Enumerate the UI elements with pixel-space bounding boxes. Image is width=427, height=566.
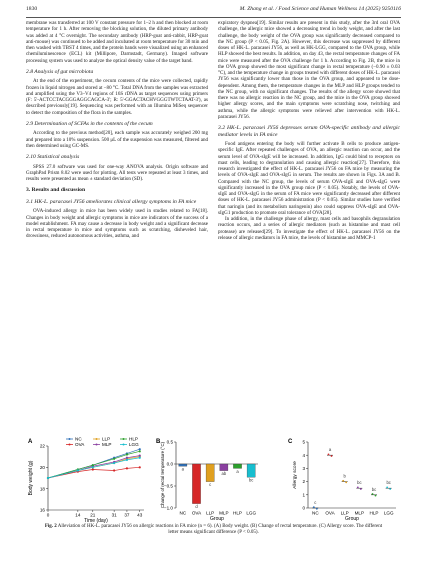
- significance-letter: b: [343, 473, 346, 479]
- y-tick-label: 20: [39, 464, 45, 470]
- significance-letter: ab: [221, 471, 227, 477]
- y-tick-label: 1: [302, 492, 305, 498]
- x-tick-label: NC: [179, 510, 187, 516]
- x-tick-label: 37: [124, 512, 130, 518]
- header-rule: [26, 17, 401, 18]
- data-point-hlp: [372, 493, 374, 495]
- significance-letter: bc: [371, 486, 377, 492]
- data-point-hlp: [113, 458, 115, 460]
- data-point-ova: [113, 469, 115, 471]
- y-tick-label: 3: [302, 466, 305, 471]
- y-axis-label: Allergy score: [293, 461, 298, 489]
- data-point-mlp: [126, 457, 128, 459]
- data-point-ova: [126, 467, 128, 469]
- data-point-lgg: [139, 457, 141, 459]
- x-tick-label: MLP: [354, 510, 365, 516]
- legend-label: HLP: [129, 436, 138, 442]
- section-heading: 2.9 Determination of SCFAs in the contents of the cecum: [26, 120, 153, 127]
- legend-marker: [69, 444, 71, 446]
- figure-svg: [26, 434, 401, 524]
- x-tick-label: 14: [75, 512, 81, 518]
- panel-label: B: [156, 439, 161, 445]
- data-point-lgg: [126, 459, 128, 461]
- x-tick-label: LGG: [246, 510, 257, 516]
- significance-letter: d: [195, 504, 198, 510]
- significance-letter: a: [328, 447, 332, 453]
- caption-text: Alleviation of HK-L. paracasei JY56 on allergic reactions in FA mice (n = 6). (A) Body weight. (B) Change of rectal temperature. (C) Allergy score. The different letter means significant difference (P < 0.05).: [57, 524, 383, 536]
- data-point-mlp: [139, 455, 141, 457]
- legend-marker: [123, 444, 125, 446]
- x-tick-label: MLP: [219, 510, 229, 516]
- y-tick-label: 4: [302, 452, 305, 458]
- data-point-lgg: [77, 469, 79, 471]
- significance-letter: c: [314, 500, 317, 505]
- paragraph: membrane was transferred at 100 V constant pressure for 1–2 h and then blocked at room temperature for 1 h. After removing the blocking solution, the diluted primary antibody was added at 4 °C overnight. The secondary antibody (HRP-goat anti-rabbit, HRP-goat anti-mouse) was continued to be added and incubated at room temperature for 30 min and then washed with TBST 4 times, and the protein bands were visualized using an enhanced chemiluminescence (ECL) kit (Millipore, Darmstadt, Germany). Imaged software processing system was used to analyze the optical density value of the target band.: [26, 20, 208, 64]
- paragraph: SPSS 27.0 software was used for one-way ANOVA analysis. Origin software and GraphPad Prism 8.02 were used for plotting. All tests were repeated at least 3 times, and results were presented as mean ± standard deviation (SD).: [26, 163, 208, 182]
- x-axis-label: Group: [345, 516, 359, 522]
- significance-letter: a: [181, 466, 185, 472]
- paragraph: Food antigens entering the body will further activate B cells to produce antigen-specific IgE. After repeated challenges of OVA, an allergic reaction can occur, and the serum level of OVA-sIgE will be increased. In addition, IgG could bind to receptors on mast cells, leading to degranulation and causing allergic reaction[27]. Therefore, this research investigated the effect of HK-L. paracasei JY56 on FA mice by measuring the levels of OVA-sIgE and OVA-sIgG in serum. The results are shown in Figs. 3A and B. Compared with the NC group, the levels of serum OVA-sIgE and OVA-sIgG were significantly increased in the OVA group mice (P < 0.05). Notably, the levels of OVA-sIgE and OVA-sIgG in the serum of FA mice were significantly decreased after different doses of HK-L. paracasei JY56 administration (P < 0.05). Similar studies have verified that naringin (and its metabolism naringenin) also could suppress OVA-sIgE and OVA-sIgG1 production to promote oral tolerance of OVA[28].: [218, 141, 400, 216]
- bar-ova: [192, 464, 200, 504]
- data-point-llp: [342, 480, 344, 482]
- x-axis-label: Time (day): [84, 518, 108, 524]
- data-point-mlp: [360, 488, 362, 490]
- legend-marker: [96, 438, 98, 440]
- data-point-hlp: [92, 464, 94, 466]
- data-point-nc: [139, 448, 141, 450]
- left-column: [26, 20, 208, 240]
- y-tick-label: 16: [39, 507, 45, 513]
- legend-label: NC: [75, 436, 82, 442]
- significance-letter: c: [209, 482, 212, 488]
- section-heading: 3.2 HK-L. paracasei JY56 depresses serum OVA-specific antibody and allergic mediator levels in FA mice: [218, 125, 400, 138]
- right-column: [218, 20, 400, 241]
- legend-label: MLP: [102, 442, 112, 448]
- paragraph: At the end of the experiment, the cecum contents of the mice were collected, rapidly frozen in liquid nitrogen and stored at −80 °C. Total DNA from the samples was extracted and amplified using the V3–V4 regions of 16S rDNA as target sequences using primers (F: 5'-ACTCCTACGGGAGGCAGCA-3'; R: 5'-GGACTACHVGGGTWTCTAAT-3'), as described previously[19]. Sequencing was performed with an Illumina MiSeq sequencer to detect the composition of the flora in the samples.: [26, 78, 208, 116]
- data-point-ova: [92, 468, 94, 470]
- x-tick-label: 31: [111, 512, 117, 518]
- x-tick-label: LLP: [340, 510, 349, 516]
- y-tick-label: 0.0: [166, 461, 173, 467]
- x-tick-label: HLP: [233, 510, 242, 516]
- bar-mlp: [220, 464, 228, 471]
- data-point-lgg: [386, 487, 388, 489]
- x-tick-label: NC: [312, 510, 319, 516]
- section-heading: 3. Results and discussion: [26, 187, 86, 194]
- y-tick-label: 2: [302, 479, 305, 485]
- section-heading: 2.10 Statistical analysis: [26, 154, 80, 160]
- x-tick-label: LGG: [383, 510, 394, 516]
- data-point-lgg: [92, 466, 94, 468]
- data-point-lgg: [113, 462, 115, 464]
- y-tick-label: 0.5: [166, 439, 173, 445]
- x-tick-label: LLP: [206, 510, 215, 516]
- y-axis-label: Change of rectal temperature (°C): [160, 441, 165, 509]
- legend-label: LGG: [129, 442, 139, 448]
- panel-label: A: [28, 439, 33, 445]
- significance-letter: bc: [386, 480, 391, 486]
- figure-caption: [40, 524, 387, 536]
- legend-label: OVA: [75, 442, 85, 448]
- journal-reference: M. Zhang et al. / Food Science and Human Wellness 14 (2025) 9250116: [239, 6, 401, 12]
- section-heading: 3.1 HK-L. paracasei JY56 ameliorates clinical allergy symptoms in FA mice: [26, 198, 197, 205]
- y-axis-label: Body weight (g): [28, 460, 34, 496]
- data-point-hlp: [126, 453, 128, 455]
- paragraph: According to the previous method[20], each sample was accurately weighed 200 mg and prepared into a 10% suspension. 500 μL of the suspension was measured, filtered and then determined using GC-MS.: [26, 130, 208, 149]
- figure-2: [26, 434, 401, 524]
- y-tick-label: −0.5: [163, 483, 173, 489]
- paragraph: OVA-induced allergy in mice has been widely used in studies related to FA[18]. Changes in body weight and allergic symptoms in mice are indicators of the success of a model establishment. FA may cause a decrease in body weight and a significant decrease in rectal temperature in mice and symptoms such as scratching, disheveled hair, drowsiness, reduced autonomous activities, asthma, and: [26, 208, 208, 240]
- x-tick-label: 43: [137, 512, 143, 518]
- data-point-ova: [328, 454, 330, 456]
- significance-letter: bc: [248, 477, 254, 483]
- y-tick-label: 18: [39, 486, 45, 492]
- series-line-hlp: [48, 451, 140, 478]
- data-point-nc: [316, 508, 318, 510]
- x-tick-label: 21: [90, 512, 96, 518]
- y-tick-label: 5: [302, 439, 305, 445]
- bar-hlp: [233, 464, 241, 468]
- legend-marker: [96, 444, 98, 446]
- data-point-llp: [345, 482, 347, 484]
- paragraph: expiratory dyspnea[19]. Similar results are present in this study, after the 3rd oral OVA challenge, the allergic mice showed a decreasing trend in body weight, and after the last challenge, the body weight of the OVA group was significantly decreased compared to the NC group (P < 0.05, Fig. 2A). However, this decrease was suppressed by different doses of HK-L. paracasei JY56, as well as HK-LGG, compared to the OVA group, while HLP showed the best results. In addition, on day 43, the rectal temperature changes of FA mice were measured after the OVA challenge for 1 h. According to Fig. 2B, the mice in the OVA group showed the most significant change in rectal temperature (−0.90 ± 0.03 °C), and the temperature change in groups treated with different doses of HK-L. paracasei JY56 was significantly lower than those in the OVA group, and appeared to be dose-dependent. Among them, the temperature changes in the MLP and HLP groups tended to the NC group, with no significant changes. The results of the allergy score showed that there was no allergic reaction in the NC group, and the mice in the OVA group showed higher allergy scores, and the main symptoms were scratching nose, twitching and asthma, while the allergic symptoms were relieved after intervention with HK-L. paracasei JY56.: [218, 20, 400, 120]
- caption-label: Fig. 2: [44, 524, 57, 529]
- significance-letter: bc: [357, 480, 362, 486]
- y-tick-label: 0: [302, 505, 305, 511]
- data-point-ova: [139, 466, 141, 468]
- panel-label: C: [288, 439, 293, 445]
- x-axis-label: Group: [210, 516, 224, 522]
- data-point-ova: [331, 455, 333, 457]
- legend-label: LLP: [102, 436, 111, 442]
- data-point-hlp: [375, 495, 377, 497]
- bar-lgg: [247, 464, 255, 477]
- x-tick-label: OVA: [325, 510, 335, 516]
- significance-letter: a: [236, 468, 239, 474]
- page-header: [26, 6, 401, 16]
- x-tick-label: 0: [46, 512, 50, 518]
- y-tick-label: −1.0: [163, 505, 173, 511]
- paragraph: In addition, in the challenge phase of allergy, mast cells and basophils degranulation reaction occurs, and a series of allergic mediators (such as histamine and mast cell protease) are released[29]. To investigate the effect of HK-L. paracasei JY56 on the release of allergic mediators in FA mice, the levels of histamine and MMCP-1: [218, 216, 400, 241]
- data-point-lgg: [389, 488, 391, 490]
- y-tick-label: 22: [39, 443, 45, 449]
- page-number: 1830: [26, 6, 38, 12]
- bar-llp: [206, 464, 214, 482]
- x-tick-label: HLP: [369, 510, 379, 516]
- data-point-mlp: [357, 487, 359, 489]
- legend-marker: [123, 438, 125, 440]
- x-tick-label: OVA: [191, 510, 202, 516]
- section-heading: 2.8 Analysis of gut microbiota: [26, 68, 94, 75]
- data-point-hlp: [139, 450, 141, 452]
- legend-marker: [69, 438, 71, 440]
- data-point-nc: [313, 506, 315, 508]
- data-point-lgg: [47, 477, 49, 479]
